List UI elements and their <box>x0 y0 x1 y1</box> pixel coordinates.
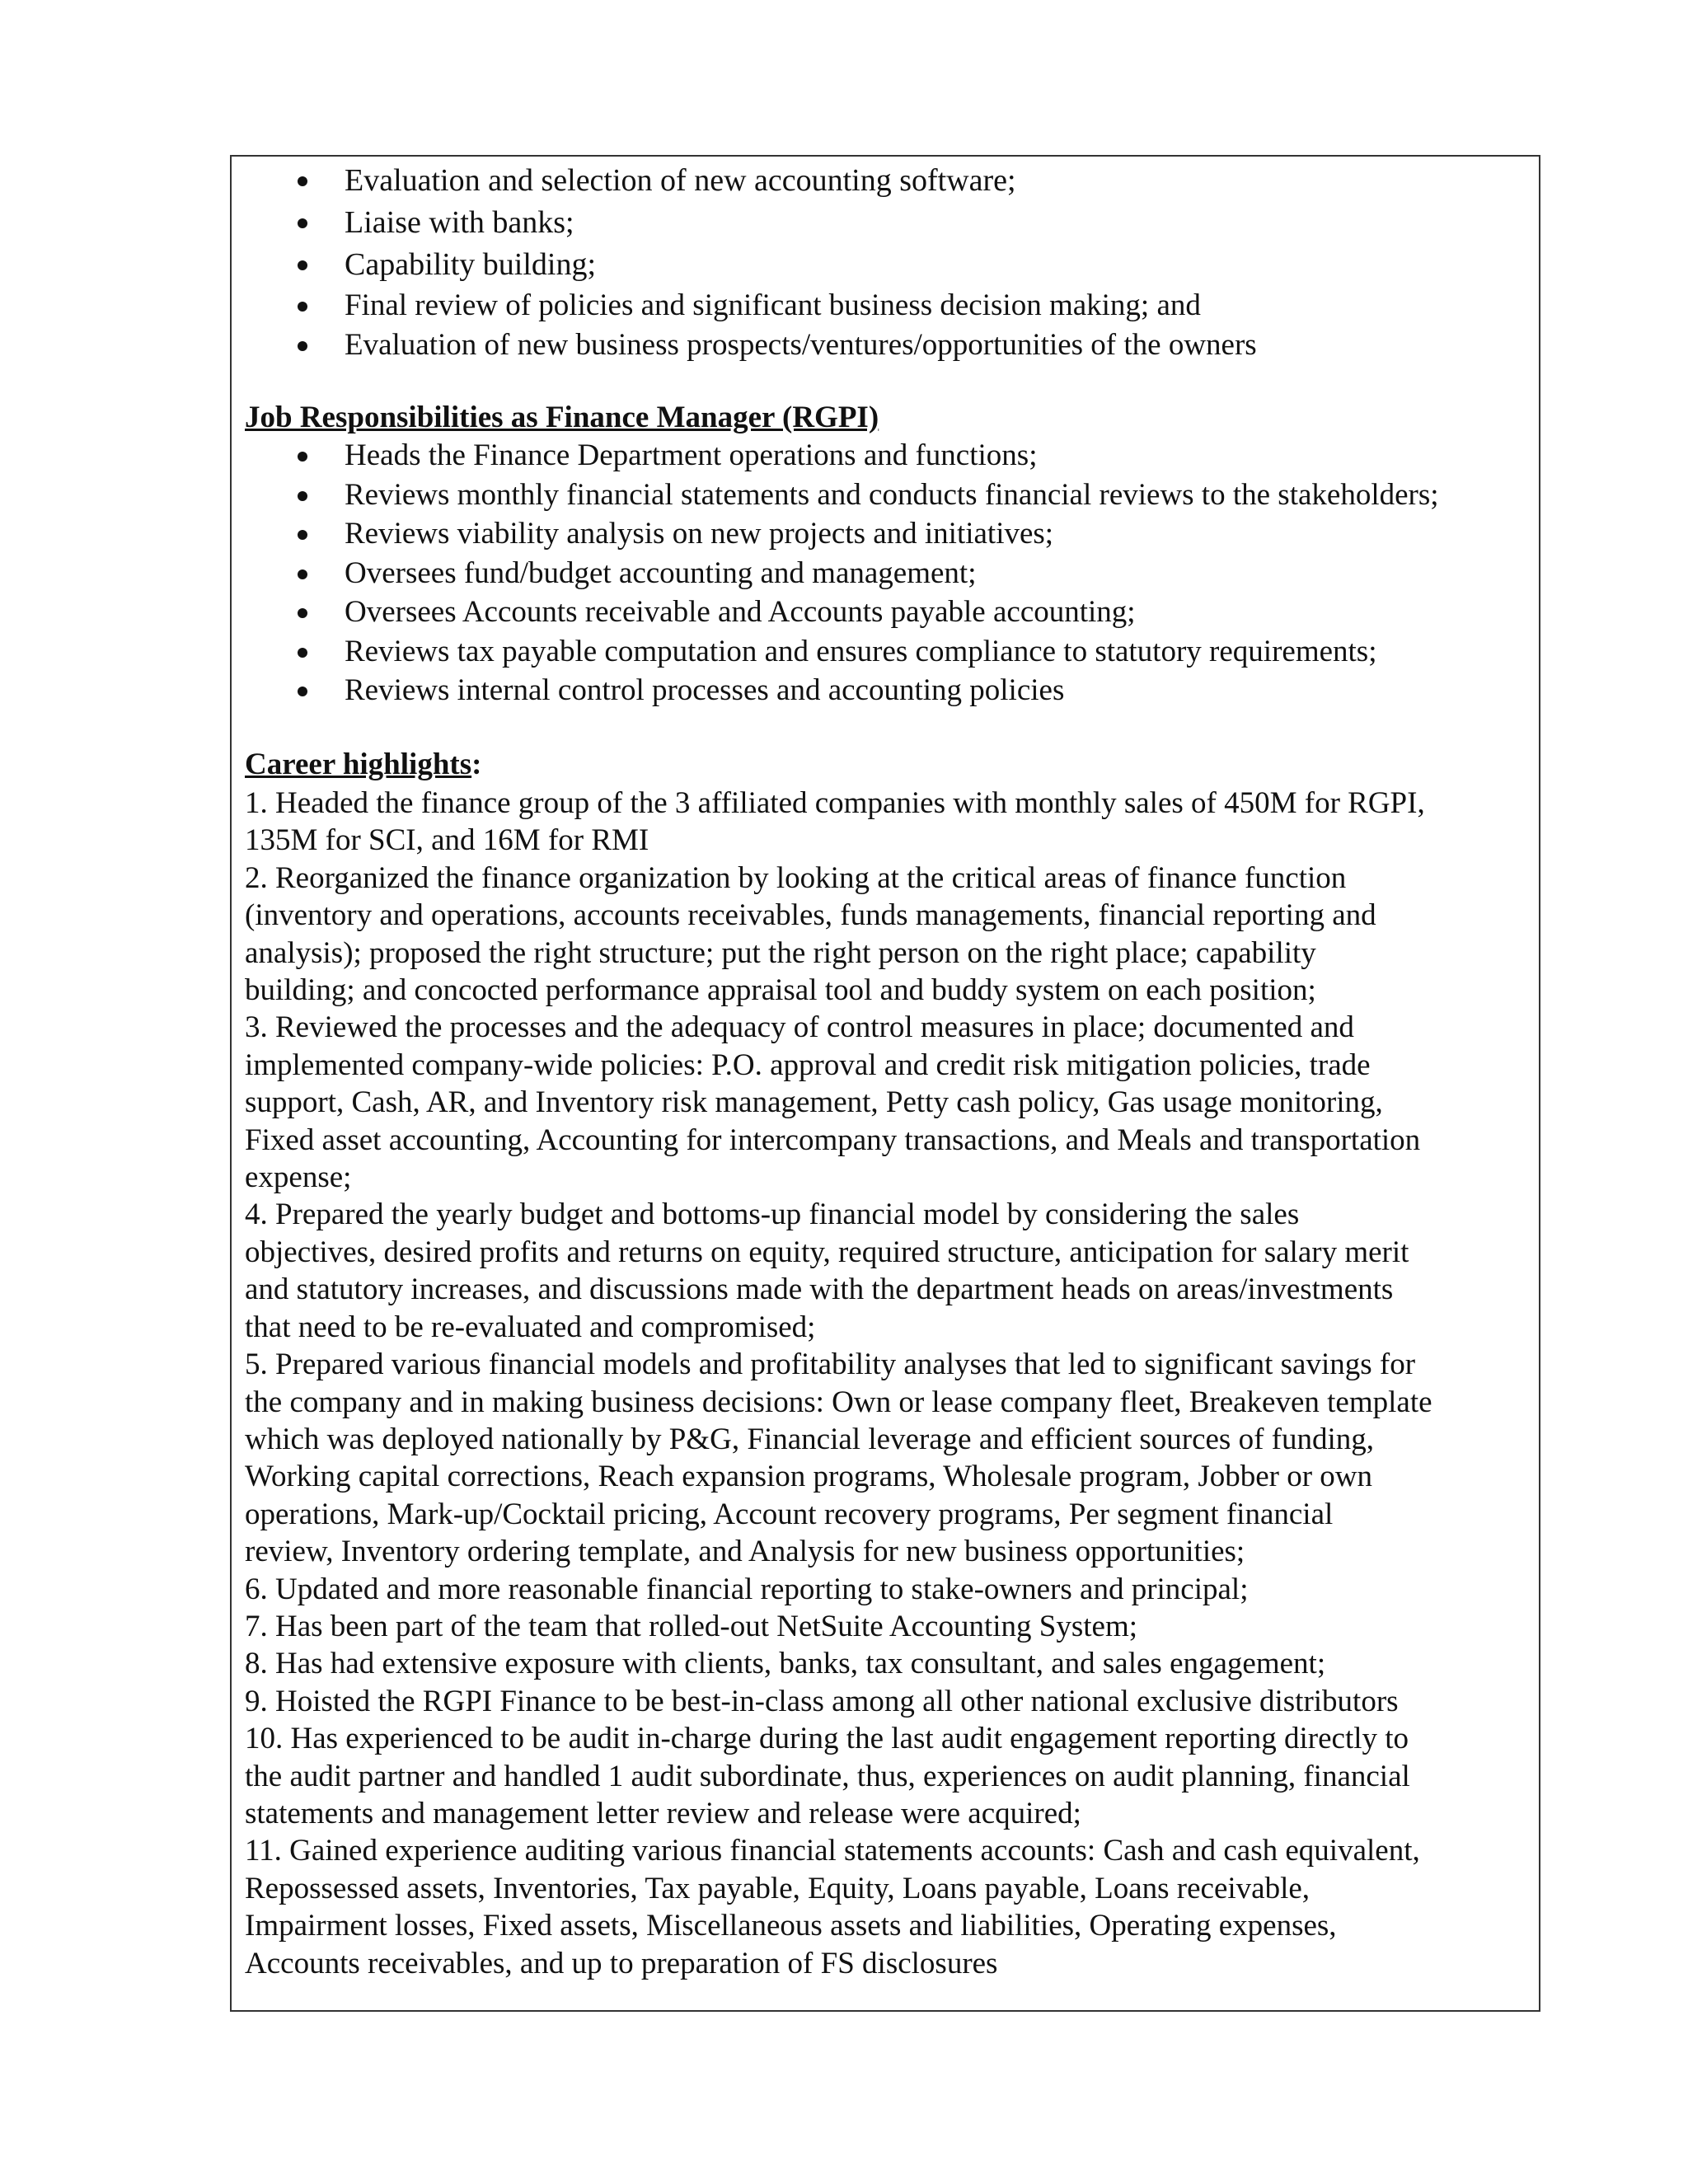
list-item: Oversees fund/budget accounting and management; <box>232 554 1539 593</box>
document-frame <box>230 155 1540 2012</box>
bullet-icon <box>298 687 307 696</box>
highlight-item: 9. Hoisted the RGPI Finance to be best-in-class among all other national exclusive distributors <box>245 1684 1399 1718</box>
list-item: Reviews tax payable computation and ensures compliance to statutory requirements; <box>232 632 1539 672</box>
highlight-item: 5. Prepared various financial models and profitability analyses that led to significant savings for the company and in making business decisions: Own or lease company fleet, Breakeven template which was deployed nationally by P&G, Financial leverage and efficient sources of funding, Working capital corrections, Reach expansion programs, Wholesale program, Jobber or own operations, Mark-up/Cocktail pricing, Account recovery programs, Per segment financial review, Inventory ordering template, and Analysis for new business opportunities; <box>245 1347 1432 1569</box>
bullet-icon <box>298 648 307 658</box>
job-responsibilities-list <box>232 436 1539 710</box>
list-item: Capability building; <box>232 244 1539 286</box>
highlight-item: 2. Reorganized the finance organization by looking at the critical areas of finance function (inventory and operations, accounts receivables, funds managements, financial reporting and analysis); proposed the right structure; put the right person on the right place; capability building; and concocted performance appraisal tool and buddy system on each position; <box>245 860 1376 1008</box>
list-item: Reviews monthly financial statements and conducts financial reviews to the stakeholders; <box>232 476 1539 515</box>
bullet-icon <box>298 341 307 351</box>
highlight-item: 1. Headed the finance group of the 3 affiliated companies with monthly sales of 450M for RGPI, 135M for SCI, and 16M for RMI <box>245 786 1425 858</box>
highlight-item: 10. Has experienced to be audit in-charge during the last audit engagement reporting directly to the audit partner and handled 1 audit subordinate, thus, experiences on audit planning, financial statements and management letter review and release were acquired; <box>245 1722 1410 1830</box>
bullet-icon <box>298 608 307 618</box>
highlight-item: 3. Reviewed the processes and the adequacy of control measures in place; documented and implemented company-wide policies: P.O. approval and credit risk mitigation policies, trade support, Cash, AR, and Inventory risk management, Petty cash policy, Gas usage monitoring, Fixed asset accounting, Accounting for intercompany transactions, and Meals and transportation expense; <box>245 1010 1421 1195</box>
bullet-icon <box>298 260 307 270</box>
bullet-icon <box>298 569 307 579</box>
list-item: Oversees Accounts receivable and Accounts payable accounting; <box>232 593 1539 632</box>
list-item: Final review of policies and significant business decision making; and <box>232 286 1539 326</box>
list-item: Liaise with banks; <box>232 202 1539 244</box>
bullet-icon <box>298 218 307 228</box>
list-item: Reviews internal control processes and accounting policies <box>232 671 1539 710</box>
job-responsibilities-heading: Job Responsibilities as Finance Manager (RGPI) <box>245 401 879 434</box>
list-item: Reviews viability analysis on new projects and initiatives; <box>232 514 1539 554</box>
career-highlights-heading: Career highlights: <box>245 748 482 781</box>
bullet-icon <box>298 302 307 312</box>
highlight-item: 6. Updated and more reasonable financial reporting to stake-owners and principal; <box>245 1572 1249 1606</box>
duties-bullet-list <box>232 160 1539 365</box>
bullet-icon <box>298 530 307 540</box>
bullet-icon <box>298 176 307 186</box>
list-item: Evaluation and selection of new accounting software; <box>232 160 1539 202</box>
bullet-icon <box>298 491 307 501</box>
career-highlights-list <box>245 785 1535 1982</box>
highlight-item: 4. Prepared the yearly budget and bottoms-up financial model by considering the sales objectives, desired profits and returns on equity, required structure, anticipation for salary merit and statutory increases, and discussions made with the department heads on areas/investments that need to be re-evaluated and compromised; <box>245 1197 1409 1344</box>
list-item: Evaluation of new business prospects/ventures/opportunities of the owners <box>232 326 1539 365</box>
bullet-icon <box>298 452 307 462</box>
highlight-item: 7. Has been part of the team that rolled-out NetSuite Accounting System; <box>245 1609 1138 1643</box>
highlight-item: 8. Has had extensive exposure with clients, banks, tax consultant, and sales engagement; <box>245 1647 1326 1681</box>
list-item: Heads the Finance Department operations and functions; <box>232 436 1539 476</box>
highlight-item: 11. Gained experience auditing various financial statements accounts: Cash and cash equivalent, Repossessed assets, Inventories, Tax payable, Equity, Loans payable, Loans receivable, Impairment losses, Fixed assets, Miscellaneous assets and liabilities, Operating expenses, Accounts receivables, and up to preparation of FS disclosures <box>245 1834 1420 1980</box>
